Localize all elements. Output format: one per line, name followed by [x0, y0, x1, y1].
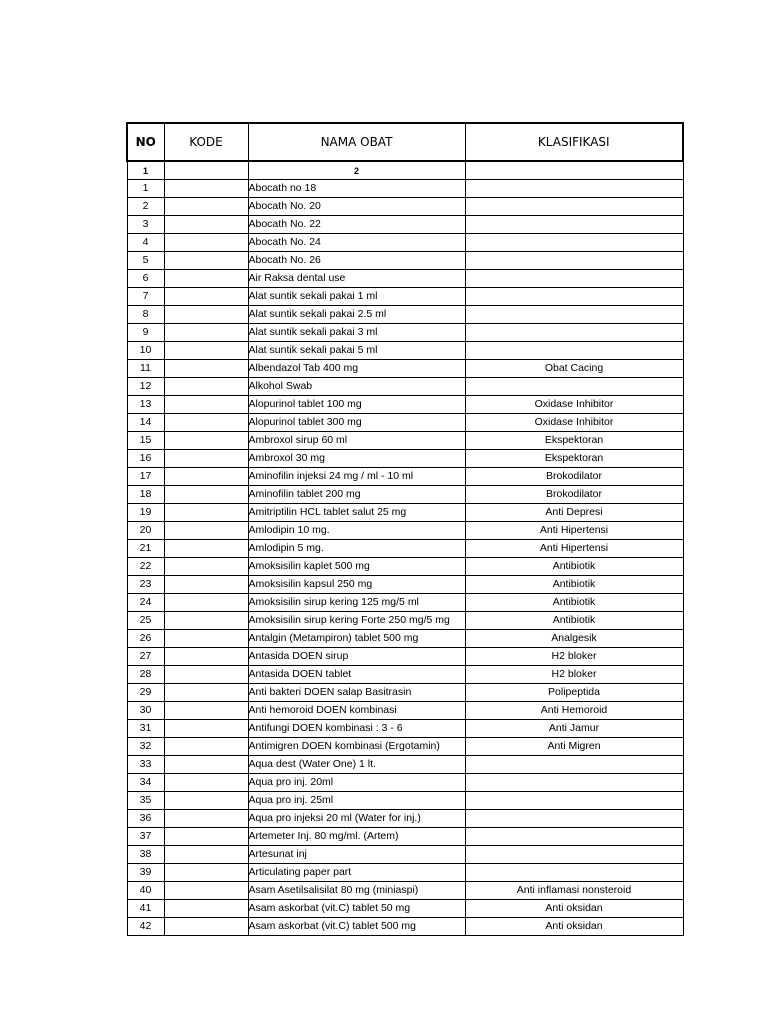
row-number: 33	[127, 756, 164, 774]
row-kode	[164, 198, 248, 216]
table-row	[127, 612, 683, 630]
table-row	[127, 684, 683, 702]
row-nama-obat: Anti hemoroid DOEN kombinasi	[248, 702, 465, 720]
row-number: 42	[127, 918, 164, 936]
row-nama-obat: Abocath No. 20	[248, 198, 465, 216]
row-number: 39	[127, 864, 164, 882]
row-klasifikasi	[465, 342, 683, 360]
row-nama-obat: Aminofilin injeksi 24 mg / ml - 10 ml	[248, 468, 465, 486]
row-number: 13	[127, 396, 164, 414]
row-kode	[164, 288, 248, 306]
row-kode	[164, 558, 248, 576]
row-number: 35	[127, 792, 164, 810]
table-row	[127, 504, 683, 522]
column-number-empty	[465, 161, 683, 180]
table-row	[127, 540, 683, 558]
row-klasifikasi: Anti oksidan	[465, 918, 683, 936]
row-klasifikasi: Antibiotik	[465, 612, 683, 630]
row-number: 17	[127, 468, 164, 486]
row-kode	[164, 180, 248, 198]
row-number: 29	[127, 684, 164, 702]
row-kode	[164, 720, 248, 738]
table-row	[127, 882, 683, 900]
row-number: 31	[127, 720, 164, 738]
row-klasifikasi	[465, 324, 683, 342]
row-nama-obat: Ambroxol 30 mg	[248, 450, 465, 468]
table-row	[127, 576, 683, 594]
row-klasifikasi	[465, 252, 683, 270]
row-nama-obat: Alat suntik sekali pakai 5 ml	[248, 342, 465, 360]
row-kode	[164, 666, 248, 684]
row-nama-obat: Ambroxol sirup 60 ml	[248, 432, 465, 450]
row-nama-obat: Abocath No. 26	[248, 252, 465, 270]
row-kode	[164, 648, 248, 666]
table-row	[127, 810, 683, 828]
row-kode	[164, 792, 248, 810]
row-klasifikasi	[465, 774, 683, 792]
drug-list-table	[126, 122, 684, 936]
row-klasifikasi	[465, 810, 683, 828]
row-kode	[164, 450, 248, 468]
row-nama-obat: Amoksisilin kaplet 500 mg	[248, 558, 465, 576]
row-klasifikasi: Brokodilator	[465, 468, 683, 486]
row-klasifikasi	[465, 864, 683, 882]
row-kode	[164, 270, 248, 288]
row-kode	[164, 342, 248, 360]
table-row	[127, 180, 683, 198]
row-klasifikasi: Anti Hipertensi	[465, 522, 683, 540]
row-nama-obat: Alopurinol tablet 300 mg	[248, 414, 465, 432]
table-row	[127, 432, 683, 450]
row-nama-obat: Aqua pro inj. 20ml	[248, 774, 465, 792]
table-row	[127, 324, 683, 342]
table-row	[127, 756, 683, 774]
row-number: 5	[127, 252, 164, 270]
row-number: 15	[127, 432, 164, 450]
row-kode	[164, 738, 248, 756]
row-number: 21	[127, 540, 164, 558]
row-klasifikasi	[465, 756, 683, 774]
table-row	[127, 702, 683, 720]
row-nama-obat: Antasida DOEN tablet	[248, 666, 465, 684]
row-klasifikasi: H2 bloker	[465, 648, 683, 666]
table-row	[127, 270, 683, 288]
row-klasifikasi: Anti inflamasi nonsteroid	[465, 882, 683, 900]
row-nama-obat: Amoksisilin sirup kering 125 mg/5 ml	[248, 594, 465, 612]
row-klasifikasi: Anti Hemoroid	[465, 702, 683, 720]
row-nama-obat: Artesunat inj	[248, 846, 465, 864]
row-nama-obat: Aqua pro inj. 25ml	[248, 792, 465, 810]
row-nama-obat: Antimigren DOEN kombinasi (Ergotamin)	[248, 738, 465, 756]
row-klasifikasi: Anti Jamur	[465, 720, 683, 738]
row-klasifikasi: H2 bloker	[465, 666, 683, 684]
row-klasifikasi	[465, 198, 683, 216]
row-kode	[164, 900, 248, 918]
table-row	[127, 666, 683, 684]
row-klasifikasi	[465, 846, 683, 864]
row-nama-obat: Albendazol Tab 400 mg	[248, 360, 465, 378]
row-nama-obat: Aqua pro injeksi 20 ml (Water for inj.)	[248, 810, 465, 828]
row-number: 24	[127, 594, 164, 612]
row-kode	[164, 576, 248, 594]
row-kode	[164, 234, 248, 252]
table-row	[127, 414, 683, 432]
row-nama-obat: Alkohol Swab	[248, 378, 465, 396]
table-row	[127, 306, 683, 324]
row-nama-obat: Asam askorbat (vit.C) tablet 50 mg	[248, 900, 465, 918]
row-nama-obat: Articulating paper part	[248, 864, 465, 882]
row-klasifikasi	[465, 234, 683, 252]
row-nama-obat: Asam Asetilsalisilat 80 mg (miniaspi)	[248, 882, 465, 900]
row-number: 34	[127, 774, 164, 792]
row-number: 27	[127, 648, 164, 666]
drug-rows	[127, 180, 683, 936]
row-nama-obat: Alat suntik sekali pakai 1 ml	[248, 288, 465, 306]
row-klasifikasi	[465, 378, 683, 396]
header-no: NO	[127, 123, 164, 161]
table-row	[127, 774, 683, 792]
row-nama-obat: Artemeter Inj. 80 mg/ml. (Artem)	[248, 828, 465, 846]
row-number: 14	[127, 414, 164, 432]
row-klasifikasi	[465, 180, 683, 198]
row-number: 36	[127, 810, 164, 828]
table-row	[127, 198, 683, 216]
table-row	[127, 450, 683, 468]
row-nama-obat: Air Raksa dental use	[248, 270, 465, 288]
row-klasifikasi: Oxidase Inhibitor	[465, 414, 683, 432]
row-nama-obat: Amlodipin 5 mg.	[248, 540, 465, 558]
row-nama-obat: Aminofilin tablet 200 mg	[248, 486, 465, 504]
row-kode	[164, 810, 248, 828]
header-klasifikasi: KLASIFIKASI	[465, 123, 683, 161]
row-number: 1	[127, 180, 164, 198]
row-kode	[164, 486, 248, 504]
row-kode	[164, 756, 248, 774]
row-number: 40	[127, 882, 164, 900]
table-row	[127, 648, 683, 666]
table-row	[127, 486, 683, 504]
row-number: 22	[127, 558, 164, 576]
row-klasifikasi: Analgesik	[465, 630, 683, 648]
row-nama-obat: Amlodipin 10 mg.	[248, 522, 465, 540]
table-row	[127, 252, 683, 270]
row-nama-obat: Asam askorbat (vit.C) tablet 500 mg	[248, 918, 465, 936]
row-kode	[164, 360, 248, 378]
row-number: 32	[127, 738, 164, 756]
row-kode	[164, 684, 248, 702]
table-row	[127, 900, 683, 918]
row-number: 16	[127, 450, 164, 468]
row-kode	[164, 468, 248, 486]
header-nama-obat: NAMA OBAT	[248, 123, 465, 161]
row-nama-obat: Alopurinol tablet 100 mg	[248, 396, 465, 414]
column-number-1: 1	[127, 161, 164, 180]
row-number: 9	[127, 324, 164, 342]
header-kode: KODE	[164, 123, 248, 161]
row-number: 11	[127, 360, 164, 378]
row-number: 10	[127, 342, 164, 360]
row-number: 19	[127, 504, 164, 522]
row-kode	[164, 882, 248, 900]
row-klasifikasi: Ekspektoran	[465, 450, 683, 468]
row-number: 6	[127, 270, 164, 288]
table-row	[127, 594, 683, 612]
row-klasifikasi: Ekspektoran	[465, 432, 683, 450]
row-kode	[164, 414, 248, 432]
row-nama-obat: Antalgin (Metampiron) tablet 500 mg	[248, 630, 465, 648]
row-number: 41	[127, 900, 164, 918]
table-row	[127, 846, 683, 864]
table-row	[127, 918, 683, 936]
table-row	[127, 216, 683, 234]
table-row	[127, 720, 683, 738]
row-number: 12	[127, 378, 164, 396]
row-number: 37	[127, 828, 164, 846]
row-number: 7	[127, 288, 164, 306]
row-klasifikasi: Anti Hipertensi	[465, 540, 683, 558]
row-klasifikasi: Antibiotik	[465, 594, 683, 612]
row-number: 30	[127, 702, 164, 720]
row-number: 2	[127, 198, 164, 216]
table-row	[127, 828, 683, 846]
row-klasifikasi: Anti Migren	[465, 738, 683, 756]
row-number: 26	[127, 630, 164, 648]
row-klasifikasi	[465, 288, 683, 306]
table-row	[127, 234, 683, 252]
row-klasifikasi	[465, 828, 683, 846]
row-klasifikasi: Antibiotik	[465, 558, 683, 576]
header-row	[127, 123, 683, 161]
row-kode	[164, 846, 248, 864]
row-number: 18	[127, 486, 164, 504]
row-number: 28	[127, 666, 164, 684]
row-nama-obat: Amoksisilin kapsul 250 mg	[248, 576, 465, 594]
row-kode	[164, 504, 248, 522]
row-klasifikasi: Oxidase Inhibitor	[465, 396, 683, 414]
row-kode	[164, 522, 248, 540]
row-klasifikasi: Antibiotik	[465, 576, 683, 594]
row-klasifikasi	[465, 270, 683, 288]
row-number: 38	[127, 846, 164, 864]
row-kode	[164, 918, 248, 936]
row-number: 25	[127, 612, 164, 630]
row-kode	[164, 702, 248, 720]
table-row	[127, 792, 683, 810]
row-nama-obat: Abocath No. 22	[248, 216, 465, 234]
row-klasifikasi	[465, 792, 683, 810]
table-row	[127, 396, 683, 414]
row-kode	[164, 612, 248, 630]
row-kode	[164, 540, 248, 558]
row-kode	[164, 216, 248, 234]
table-row	[127, 342, 683, 360]
row-klasifikasi	[465, 216, 683, 234]
table-row	[127, 630, 683, 648]
table-row	[127, 468, 683, 486]
row-kode	[164, 594, 248, 612]
row-kode	[164, 396, 248, 414]
row-kode	[164, 630, 248, 648]
row-nama-obat: Abocath No. 24	[248, 234, 465, 252]
row-kode	[164, 306, 248, 324]
row-nama-obat: Alat suntik sekali pakai 2.5 ml	[248, 306, 465, 324]
row-klasifikasi: Anti Depresi	[465, 504, 683, 522]
table-row	[127, 522, 683, 540]
row-number: 20	[127, 522, 164, 540]
row-nama-obat: Antasida DOEN sirup	[248, 648, 465, 666]
row-nama-obat: Amitriptilin HCL tablet salut 25 mg	[248, 504, 465, 522]
row-kode	[164, 864, 248, 882]
column-number-empty	[164, 161, 248, 180]
row-number: 23	[127, 576, 164, 594]
row-nama-obat: Aqua dest (Water One) 1 lt.	[248, 756, 465, 774]
row-kode	[164, 324, 248, 342]
row-klasifikasi: Polipeptida	[465, 684, 683, 702]
row-klasifikasi: Anti oksidan	[465, 900, 683, 918]
row-kode	[164, 432, 248, 450]
row-klasifikasi	[465, 306, 683, 324]
row-number: 3	[127, 216, 164, 234]
row-kode	[164, 378, 248, 396]
row-nama-obat: Abocath no 18	[248, 180, 465, 198]
row-nama-obat: Antifungi DOEN kombinasi : 3 - 6	[248, 720, 465, 738]
row-klasifikasi: Brokodilator	[465, 486, 683, 504]
table-row	[127, 738, 683, 756]
table-row	[127, 378, 683, 396]
table-row	[127, 288, 683, 306]
column-number-row	[127, 161, 683, 180]
row-nama-obat: Amoksisilin sirup kering Forte 250 mg/5 mg	[248, 612, 465, 630]
table-row	[127, 864, 683, 882]
table-row	[127, 360, 683, 378]
column-number-2: 2	[248, 161, 465, 180]
row-klasifikasi: Obat Cacing	[465, 360, 683, 378]
row-number: 4	[127, 234, 164, 252]
table-row	[127, 558, 683, 576]
row-number: 8	[127, 306, 164, 324]
row-nama-obat: Anti bakteri DOEN salap Basitrasin	[248, 684, 465, 702]
row-nama-obat: Alat suntik sekali pakai 3 ml	[248, 324, 465, 342]
row-kode	[164, 774, 248, 792]
row-kode	[164, 828, 248, 846]
row-kode	[164, 252, 248, 270]
